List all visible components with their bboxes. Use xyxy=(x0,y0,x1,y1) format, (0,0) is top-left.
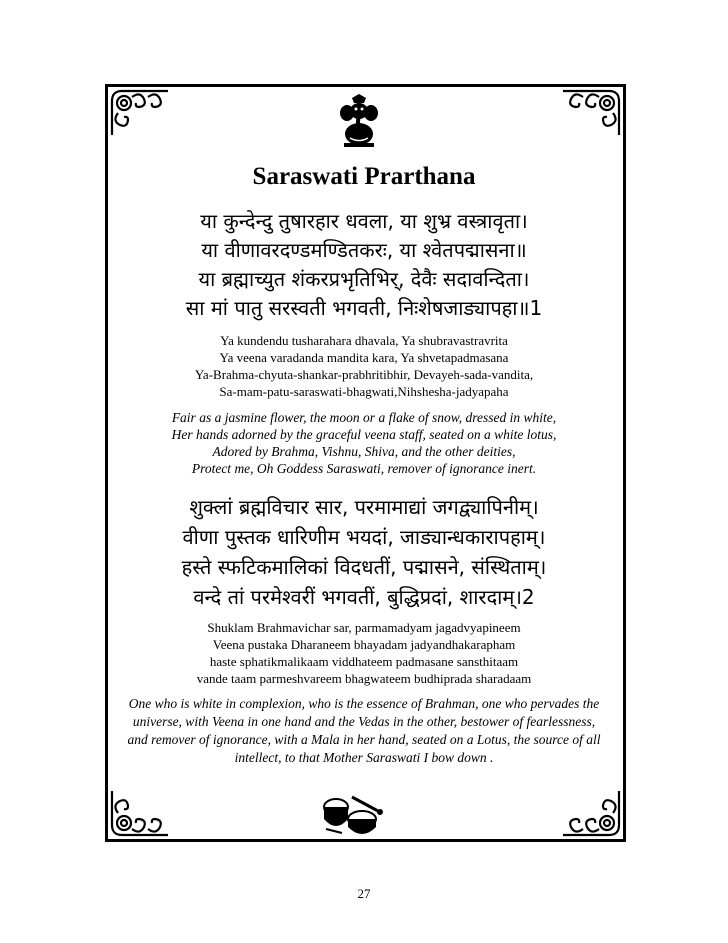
ganesha-icon xyxy=(336,94,382,148)
verse2-english-line-4: intellect, to that Mother Saraswati I bow down . xyxy=(234,750,494,765)
verse1-english-line-3: Adored by Brahma, Vishnu, Shiva, and the other deities, xyxy=(212,444,516,459)
verse1-devanagari-line-1: या कुन्देन्दु तुषारहार धवला, या शुभ्र वस्त्रावृता। xyxy=(200,209,528,233)
verse1-transliteration-line-1: Ya kundendu tusharahara dhavala, Ya shubravastravrita xyxy=(220,333,508,348)
verse1-english-line-2: Her hands adorned by the graceful veena staff, seated on a white lotus, xyxy=(171,427,557,442)
verse2-transliteration-line-1: Shuklam Brahmavichar sar, parmamadyam jagadvyapineem xyxy=(207,620,521,635)
verse2-devanagari-line-2: वीणा पुस्तक धारिणीम भयदां, जाड्यान्धकारापहाम्। xyxy=(182,525,546,549)
verse1-english-line-1: Fair as a jasmine flower, the moon or a flake of snow, dressed in white, xyxy=(171,410,557,425)
verse1-devanagari-line-4: सा मां पातु सरस्वती भगवती, निःशेषजाड्यापहा॥1 xyxy=(185,296,543,320)
swirl-corner-ornament-icon xyxy=(559,87,623,139)
swirl-corner-ornament-icon xyxy=(108,87,172,139)
verse1-transliteration-line-3: Ya-Brahma-chyuta-shankar-prabhritibhir, Devayeh-sada-vandita, xyxy=(194,367,534,382)
verse1-devanagari-line-3: या ब्रह्माच्युत शंकरप्रभृतिभिर्, देवैः सदावन्दिता। xyxy=(198,267,530,291)
page-number: 27 xyxy=(357,886,371,901)
verse2-devanagari-line-4: वन्दे तां परमेश्वरीं भगवतीं, बुद्धिप्रदां, शारदाम्।2 xyxy=(193,585,535,609)
verse2-english-line-1: One who is white in complexion, who is the essence of Brahman, one who pervades the xyxy=(128,696,600,711)
verse2-transliteration-line-3: haste sphatikmalikaam viddhateem padmasane sansthitaam xyxy=(209,654,519,669)
verse1-transliteration-line-2: Ya veena varadanda mandita kara, Ya shvetapadmasana xyxy=(219,350,509,365)
verse2-devanagari-line-3: हस्ते स्फटिकमालिकां विदधतीं, पद्मासने, संस्थिताम्। xyxy=(181,555,547,579)
verse2-transliteration-line-2: Veena pustaka Dharaneem bhayadam jadyandhakarapham xyxy=(212,637,516,652)
verse1-transliteration-line-4: Sa-mam-patu-saraswati-bhagwati,Nihshesha-jadyapaha xyxy=(219,384,509,399)
page-title: Saraswati Prarthana xyxy=(252,163,476,190)
verse1-devanagari-line-2: या वीणावरदण्डमण्डितकरः, या श्वेतपद्मासना॥ xyxy=(201,238,527,262)
verse2-devanagari-line-1: शुक्लां ब्रह्मविचार सार, परमामाद्यां जगद्व्यापिनीम्। xyxy=(189,495,539,519)
verse2-transliteration-line-4: vande taam parmeshvareem bhagwateem budhiprada sharadaam xyxy=(196,671,532,686)
verse2-english-line-3: and remover of ignorance, with a Mala in her hand, seated on a Lotus, the source of all xyxy=(127,732,601,747)
dholak-drum-icon xyxy=(318,789,384,837)
verse1-english-line-4: Protect me, Oh Goddess Saraswati, remover of ignorance inert. xyxy=(191,461,537,476)
swirl-corner-ornament-icon xyxy=(108,787,172,839)
verse2-english-line-2: universe, with Veena in one hand and the Vedas in the other, bestower of fearlessness, xyxy=(132,714,596,729)
swirl-corner-ornament-icon xyxy=(559,787,623,839)
